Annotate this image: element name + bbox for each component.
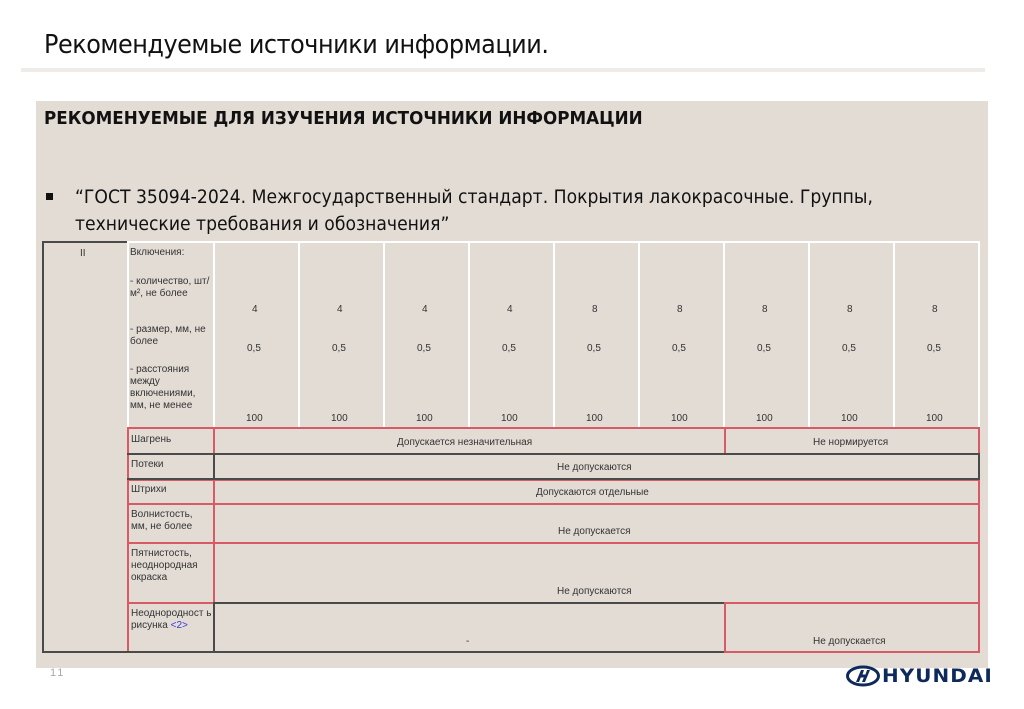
distance-value: 100 — [841, 413, 858, 424]
grid-line — [638, 241, 640, 427]
row-value: Не допускается — [813, 636, 886, 647]
row-value: Не нормируется — [813, 437, 889, 448]
grid-line — [127, 480, 980, 481]
row-label-shtrikhi: Штрихи — [131, 484, 167, 495]
row-label-poteki: Потеки — [131, 459, 164, 470]
hyundai-emblem-icon — [846, 665, 880, 687]
grid-line — [724, 651, 980, 653]
size-value: 0,5 — [672, 343, 686, 354]
grid-line — [127, 427, 980, 429]
row-label-pyatnistost: Пятнистость, неоднородная окраска — [131, 548, 198, 583]
row-value: Не допускаются — [557, 462, 632, 473]
grid-line — [724, 602, 726, 653]
footnote-link[interactable]: <2> — [170, 620, 188, 631]
size-value: 0,5 — [247, 343, 261, 354]
logo-text: HYUNDAI — [882, 665, 993, 687]
inclusions-qty-label: - количество, шт/м², не более — [130, 276, 210, 299]
size-value: 0,5 — [927, 343, 941, 354]
grid-line — [893, 241, 895, 427]
grid-line — [808, 241, 810, 427]
row-value: Допускается незначительная — [397, 437, 533, 448]
bullet-text: “ГОСТ 35094-2024. Межгосударственный стандарт. Покрытия лакокрасочные. Группы, технические требования и обозначения” — [75, 187, 873, 235]
grid-line — [978, 241, 980, 427]
row-label-text: Неоднородност ь рисунка — [131, 608, 212, 631]
grid-line — [724, 427, 726, 454]
table-left-border — [42, 241, 44, 653]
row-label-shagren: Шагрень — [131, 434, 172, 445]
row-value: Не допускается — [558, 526, 631, 537]
grid-line — [724, 602, 980, 604]
grid-line — [298, 241, 300, 427]
grid-line — [213, 453, 215, 480]
inclusions-distance-label: - расстояния между включениями, мм, не менее — [130, 364, 196, 411]
qty-value: 8 — [932, 304, 938, 315]
distance-value: 100 — [926, 413, 943, 424]
qty-value: 8 — [847, 304, 853, 315]
row-label-neodnorodnost — [131, 608, 213, 632]
qty-value: 4 — [337, 304, 343, 315]
slide-title: Рекомендуемые источники информации. — [44, 30, 549, 60]
size-value: 0,5 — [332, 343, 346, 354]
grid-line — [127, 453, 980, 455]
qty-value: 4 — [422, 304, 428, 315]
size-value: 0,5 — [842, 343, 856, 354]
table-top-border — [42, 241, 128, 243]
grid-line — [383, 241, 385, 427]
row-label-volnistost: Волнистость, мм, не более — [131, 509, 193, 532]
grid-line — [213, 602, 215, 653]
qty-value: 4 — [507, 304, 513, 315]
row-value: - — [466, 636, 470, 647]
grid-line — [553, 241, 555, 427]
size-value: 0,5 — [417, 343, 431, 354]
inclusions-header: Включения: — [130, 247, 185, 258]
distance-value: 100 — [246, 413, 263, 424]
qty-value: 8 — [762, 304, 768, 315]
inclusions-size-label: - размер, мм, не более — [130, 324, 206, 347]
size-value: 0,5 — [587, 343, 601, 354]
page-number: 11 — [50, 667, 66, 679]
qty-value: 8 — [592, 304, 598, 315]
grid-line — [468, 241, 470, 427]
bullet-square-icon — [46, 193, 53, 200]
grid-line — [978, 453, 980, 480]
size-value: 0,5 — [502, 343, 516, 354]
distance-value: 100 — [501, 413, 518, 424]
grid-line — [127, 542, 980, 544]
distance-value: 100 — [671, 413, 688, 424]
grid-line — [127, 651, 725, 653]
grid-line — [213, 602, 725, 604]
grid-line — [127, 241, 129, 427]
group-label: II — [80, 248, 86, 259]
qty-value: 8 — [677, 304, 683, 315]
distance-value: 100 — [331, 413, 348, 424]
grid-line — [127, 602, 214, 604]
table-bottom-border-left — [42, 651, 128, 653]
row-value: Не допускаются — [557, 586, 632, 597]
panel-heading: РЕКОМЕНУЕМЫЕ ДЛЯ ИЗУЧЕНИЯ ИСТОЧНИКИ ИНФОРМАЦИИ — [44, 108, 643, 129]
qty-value: 4 — [252, 304, 258, 315]
distance-value: 100 — [586, 413, 603, 424]
grid-line — [723, 241, 725, 427]
distance-value: 100 — [756, 413, 773, 424]
title-divider — [21, 68, 985, 72]
grid-line — [127, 427, 129, 653]
distance-value: 100 — [416, 413, 433, 424]
size-value: 0,5 — [757, 343, 771, 354]
row-value: Допускаются отдельные — [536, 487, 649, 498]
grid-line — [127, 503, 980, 505]
